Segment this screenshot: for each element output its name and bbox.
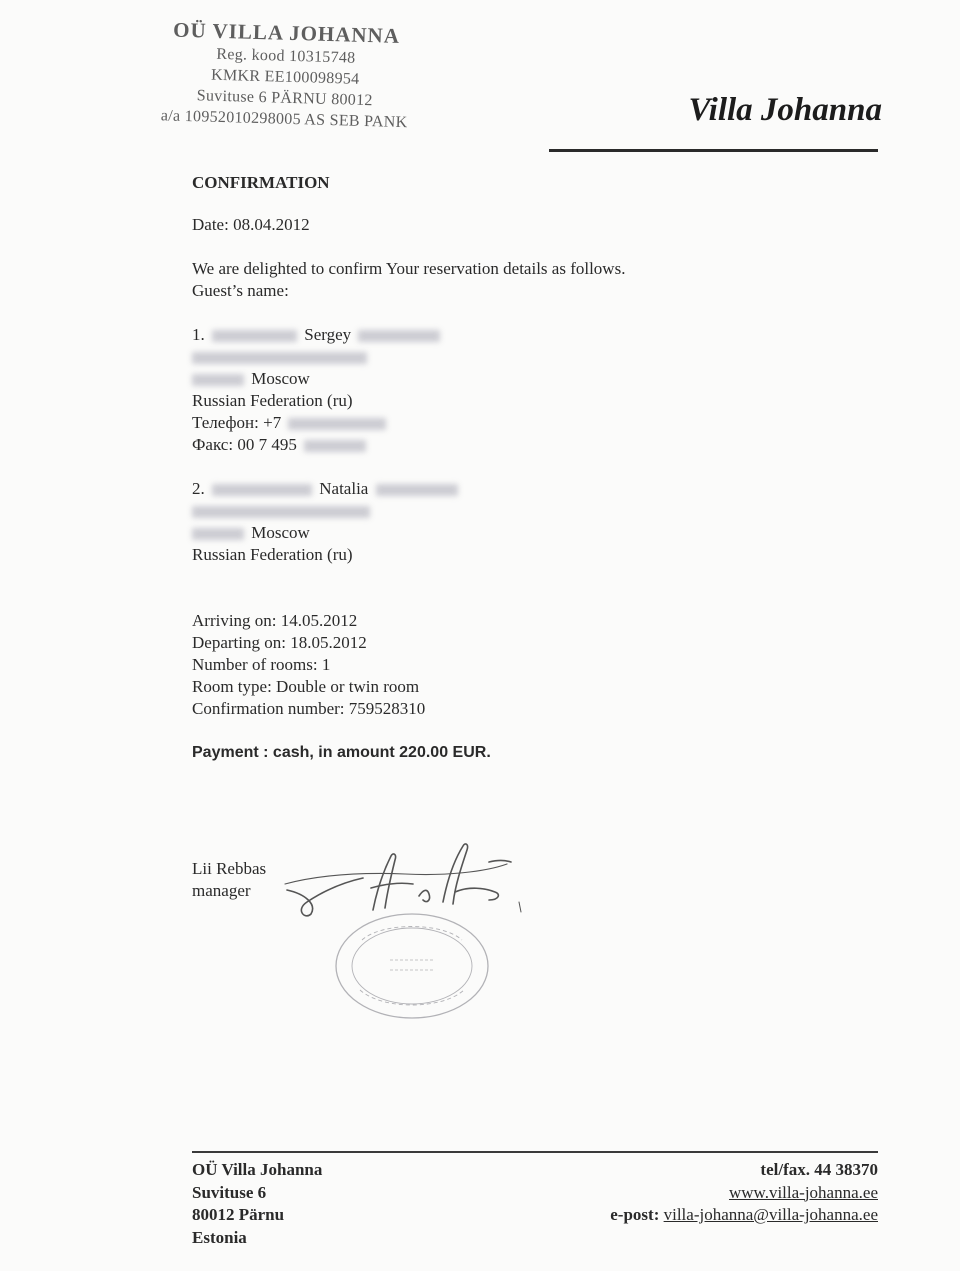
guest-name-line — [192, 478, 792, 500]
guest-street-line — [192, 346, 792, 368]
guest-city-line — [192, 368, 792, 390]
footer-email-label: e-post: — [610, 1205, 660, 1224]
guest-street-line — [192, 500, 792, 522]
redacted-surname — [212, 330, 297, 342]
stamp-address: Suvituse 6 PÄRNU 80012 — [196, 87, 373, 110]
letter-intro: We are delighted to confirm Your reservation details as follows. — [192, 259, 626, 278]
footer-company: OÜ Villa Johanna — [192, 1160, 323, 1179]
footer-street: Suvituse 6 — [192, 1182, 267, 1202]
letter-date: Date: 08.04.2012 — [192, 215, 310, 234]
brand-logo: Villa Johanna — [688, 92, 882, 128]
stamp-company-name: OÜ VILLA JOHANNA — [172, 17, 401, 48]
signatory-name: Lii Rebbas — [192, 859, 267, 878]
guests-label: Guest’s name: — [192, 281, 289, 300]
footer-contacts — [520, 1159, 878, 1227]
redacted-surname — [212, 484, 312, 496]
guest-first-name: Sergey — [304, 325, 352, 344]
footer-tel: tel/fax. 44 38370 — [760, 1160, 878, 1179]
footer-web-row — [520, 1182, 878, 1205]
footer-divider — [192, 1151, 878, 1153]
redacted-postcode — [192, 374, 244, 386]
redacted-street — [192, 506, 370, 518]
guest-entry-2 — [192, 478, 792, 566]
signatory-title: manager — [192, 881, 251, 900]
guest-fax-label: Факс: 00 7 495 — [192, 435, 297, 454]
brand-divider — [549, 149, 878, 152]
stamp-account: a/a 10952010298005 AS SEB PANK — [160, 107, 408, 132]
redacted-birthdate — [376, 484, 458, 496]
footer-address — [192, 1159, 322, 1249]
confirmation-number: Confirmation number: 759528310 — [192, 699, 426, 718]
footer-country: Estonia — [192, 1227, 247, 1247]
room-count: Number of rooms: 1 — [192, 655, 331, 674]
company-seal-icon — [332, 910, 492, 1022]
signatory-block — [192, 858, 266, 902]
departure-date: Departing on: 18.05.2012 — [192, 633, 367, 652]
arrival-date: Arriving on: 14.05.2012 — [192, 611, 358, 630]
guest-fax-line — [192, 434, 792, 456]
guest-first-name: Natalia — [319, 479, 369, 498]
redacted-postcode — [192, 528, 244, 540]
footer-email-row — [520, 1204, 878, 1227]
redacted-fax — [304, 440, 366, 452]
redacted-street — [192, 352, 367, 364]
guest-city-line — [192, 522, 792, 544]
guest-phone-label: Телефон: +7 — [192, 413, 282, 432]
room-type: Room type: Double or twin room — [192, 677, 420, 696]
stay-details — [192, 610, 792, 720]
letter-heading: CONFIRMATION — [192, 173, 330, 192]
guest-phone-line — [192, 412, 792, 434]
payment-line: Payment : cash, in amount 220.00 EUR. — [192, 744, 491, 761]
footer-website-link[interactable]: www.villa-johanna.ee — [728, 1182, 878, 1202]
guest-city: Moscow — [251, 369, 310, 388]
stamp-reg-code: Reg. kood 10315748 — [216, 45, 356, 67]
guest-number: 2. — [192, 479, 205, 498]
company-stamp — [149, 16, 422, 133]
guest-city: Moscow — [251, 523, 310, 542]
footer-city: 80012 Pärnu — [192, 1205, 285, 1224]
redacted-phone — [288, 418, 386, 430]
footer-email-link[interactable]: villa-johanna@villa-johanna.ee — [663, 1205, 878, 1224]
redacted-birthdate — [358, 330, 440, 342]
letter-body — [192, 172, 792, 764]
stamp-vat: KMKR EE100098954 — [210, 66, 360, 88]
guest-entry-1 — [192, 324, 792, 456]
guest-country: Russian Federation (ru) — [192, 545, 353, 564]
guest-number: 1. — [192, 325, 205, 344]
handwritten-signature — [275, 832, 535, 922]
guest-country: Russian Federation (ru) — [192, 391, 353, 410]
guest-name-line — [192, 324, 792, 346]
